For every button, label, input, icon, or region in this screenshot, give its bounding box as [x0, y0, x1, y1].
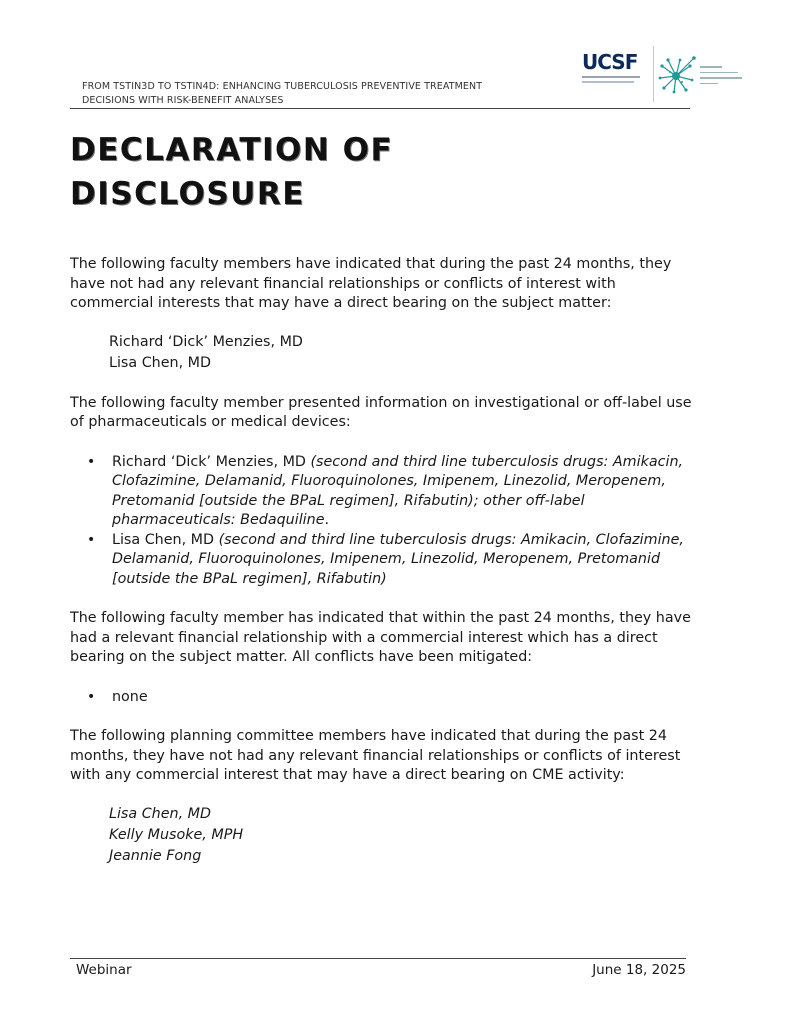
no-conflicts-faculty-list: [70, 332, 695, 374]
committee-member-name: Kelly Musoke, MPH: [109, 826, 244, 843]
logo-divider: [653, 46, 654, 102]
ucsf-logo: [582, 52, 646, 96]
footer-date: June 18, 2025: [592, 962, 686, 978]
header-title-line-1: FROM TSTIN3D TO TSTIN4D: ENHANCING TUBERCULOSIS PREVENTIVE TREATMENT: [82, 81, 483, 92]
ucsf-subtitle-line: [582, 76, 640, 78]
off-label-statement: The following faculty member presented information on investigational or off-label use of pharmaceuticals or medical devices:: [70, 394, 692, 430]
committee-member-name: Lisa Chen, MD: [109, 805, 212, 822]
list-item: [70, 453, 695, 531]
page-title-line-2: DISCLOSURE: [70, 176, 305, 212]
faculty-name: Lisa Chen, MD: [109, 354, 212, 371]
committee-member-name: Jeannie Fong: [109, 847, 202, 864]
page-title: [70, 128, 393, 216]
faculty-name: Lisa Chen, MD: [112, 531, 215, 548]
off-label-list: [70, 453, 695, 590]
document-header: [82, 80, 552, 107]
financial-relationship-list: [70, 688, 695, 708]
faculty-name: Richard ‘Dick’ Menzies, MD: [109, 333, 303, 350]
off-label-detail: (second and third line tuberculosis drugs: Amikacin, Clofazimine, Delamanid, Fluoroquinolones, Imipenem, Linezolid, Meropenem, Pretomanid [outside the BPaL regimen], Rifabutin); other off-label pharmaceuticals: Bedaquiline: [112, 453, 684, 528]
financial-relationship-statement: The following faculty member has indicated that within the past 24 months, they have had a relevant financial relationship with a commercial interest which has a direct bearing on the subject matter. All conflicts have been mitigated:: [70, 610, 691, 665]
faculty-name: Richard ‘Dick’ Menzies, MD: [112, 453, 306, 470]
no-conflicts-faculty-statement: The following faculty members have indicated that during the past 24 months, they have not had any relevant financial relationships or conflicts of interest with commercial interests that may have a direct bearing on the subject matter:: [70, 256, 672, 311]
footer-divider: [70, 958, 686, 959]
planning-committee-statement: The following planning committee members have indicated that during the past 24 months, they have not had any relevant financial relationships or conflicts of interest with any commercial interest that may have a direct bearing on CME activity:: [70, 728, 681, 783]
header-title-line-2: DECISIONS WITH RISK-BENEFIT ANALYSES: [82, 94, 284, 106]
page-title-line-1: DECLARATION OF: [70, 132, 394, 168]
curry-center-logo: [658, 52, 748, 98]
curry-wordmark-lines: [700, 66, 744, 88]
header-divider: [70, 108, 690, 109]
list-item: [70, 531, 695, 590]
disclosure-body: [70, 255, 695, 867]
curry-burst-icon: [658, 52, 698, 98]
off-label-detail-end: .: [324, 512, 330, 528]
ucsf-subtitle-line: [582, 81, 634, 83]
off-label-detail: (second and third line tuberculosis drugs: Amikacin, Clofazimine, Delamanid, Fluoroquinolones, Imipenem, Linezolid, Meropenem, Pretomanid [outside the BPaL regimen], Rifabutin): [112, 531, 684, 587]
list-item: • none: [70, 688, 695, 708]
planning-committee-list: [70, 804, 695, 867]
footer-event-type: Webinar: [76, 962, 132, 978]
ucsf-wordmark: UCSF: [582, 50, 638, 74]
